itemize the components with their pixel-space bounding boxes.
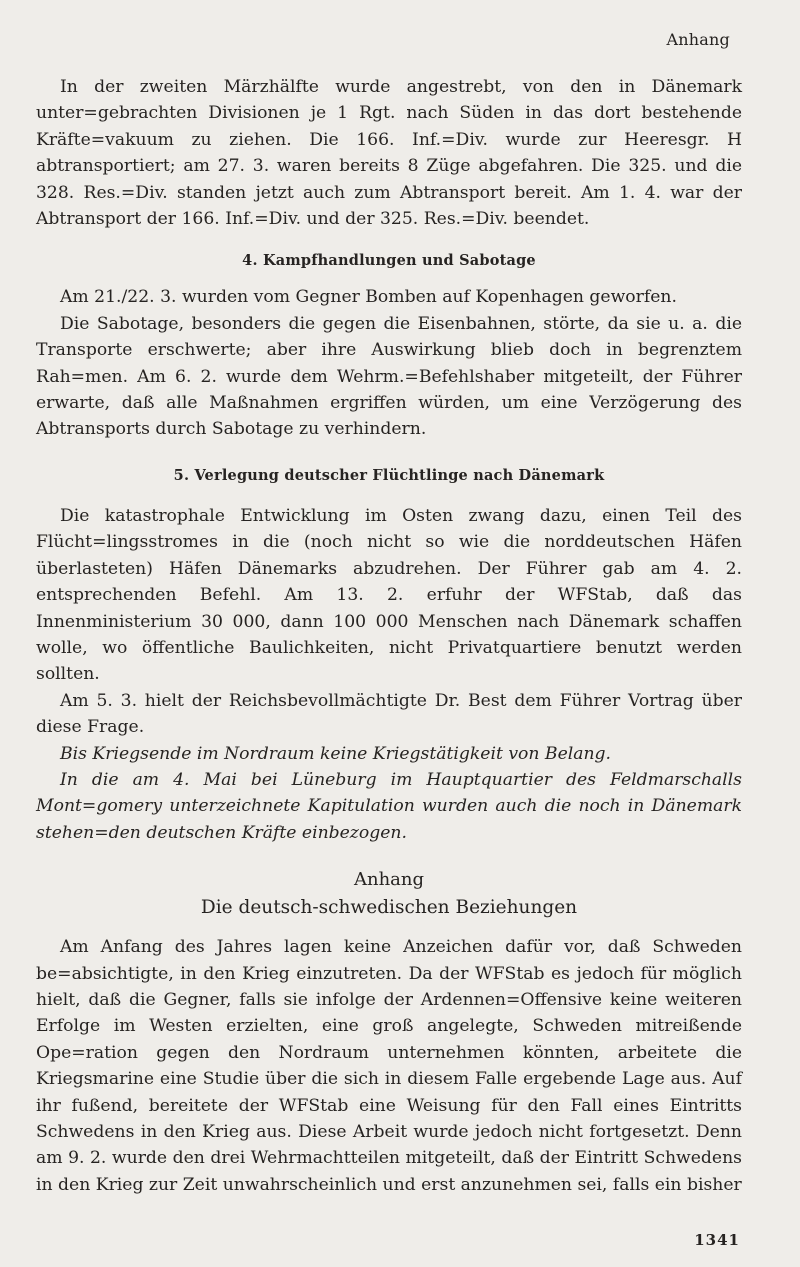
paragraph-no-war-activity: Bis Kriegsende im Nordraum keine Kriegstätigkeit von Belang. [60,743,612,764]
section-heading-4: 4. Kampfhandlungen und Sabotage [242,252,536,270]
running-head: Anhang [666,30,730,49]
page-number: 1341 [694,1231,740,1249]
paragraph-best-report: Am 5. 3. hielt der Reichsbevollmächtigte Dr. Best dem Führer Vortrag über diese Frage. [36,690,742,738]
paragraph-sabotage: Die Sabotage, besonders die gegen die Eisenbahnen, störte, da sie u. a. die Transporte erschwerte; aber ihre Auswirkung blieb doch in begrenztem Rah=men. Am 6. 2. wurde dem Wehrm.=Befehlshaber mitgeteilt, der Führer erwarte, daß alle Maßnahmen ergriffen würden, um eine Verzögerung des Abtransports durch Sabotage zu verhindern. [36,313,742,440]
page-body [36,74,742,1198]
paragraph-division-transport: In der zweiten Märzhälfte wurde angestrebt, von den in Dänemark unter=gebrachten Divisionen je 1 Rgt. nach Süden in das dort bestehende Kräfte=vakuum zu ziehen. Die 166. Inf.=Div. wurde zur Heeresgr. H abtransportiert; am 27. 3. waren bereits 8 Züge abgefahren. Die 325. und die 328. Res.=Div. standen jetzt auch zum Abtransport bereit. Am 1. 4. war der Abtransport der 166. Inf.=Div. und der 325. Res.=Div. beendet. [36,77,742,230]
section-heading-5: 5. Verlegung deutscher Flüchtlinge nach Dänemark [173,466,605,484]
appendix-heading: Anhang [353,869,425,891]
paragraph-bombs: Am 21./22. 3. wurden vom Gegner Bomben auf Kopenhagen geworfen. [60,287,677,308]
paragraph-refugees: Die katastrophale Entwicklung im Osten zwang dazu, einen Teil des Flücht=lingsstromes in die (noch nicht so wie die norddeutschen Häfen überlasteten) Häfen Dänemarks abzudrehen. Der Führer gab am 4. 2. entsprechenden Befehl. Am 13. 2. erfuhr der WFStab, daß das Innenministerium 30 000, dann 100 000 Menschen nach Dänemark schaffen wolle, wo öffentliche Baulichkeiten, nicht Privatquartiere benutzt werden sollten. [36,505,742,685]
paragraph-capitulation: In die am 4. Mai bei Lüneburg im Hauptquartier des Feldmarschalls Mont=gomery unterzeichnete Kapitulation wurden auch die noch in Dänemark stehen=den deutschen Kräfte einbezogen. [36,769,742,843]
sweden-heading: Die deutsch-schwedischen Beziehungen [200,897,578,919]
paragraph-sweden: Am Anfang des Jahres lagen keine Anzeichen dafür vor, daß Schweden be=absichtigte, in den Krieg einzutreten. Da der WFStab es jedoch für möglich hielt, daß die Gegner, falls sie infolge der Ardennen=Offensive keine weiteren Erfolge im Westen erzielten, eine groß angelegte, Schweden mitreißende Ope=ration gegen den Nordraum unternehmen könnten, arbeitete die Kriegsmarine eine Studie über die sich in diesem Falle ergebende Lage aus. Auf ihr fußend, bereitete der WFStab eine Weisung für den Fall eines Eintritts Schwedens in den Krieg aus. Diese Arbeit wurde jedoch nicht fortgesetzt. Denn am 9. 2. wurde den drei Wehrmachtteilen mitgeteilt, daß der Eintritt Schwedens in den Krieg zur Zeit unwahrscheinlich und erst anzunehmen sei, falls ein bisher [36,937,742,1195]
